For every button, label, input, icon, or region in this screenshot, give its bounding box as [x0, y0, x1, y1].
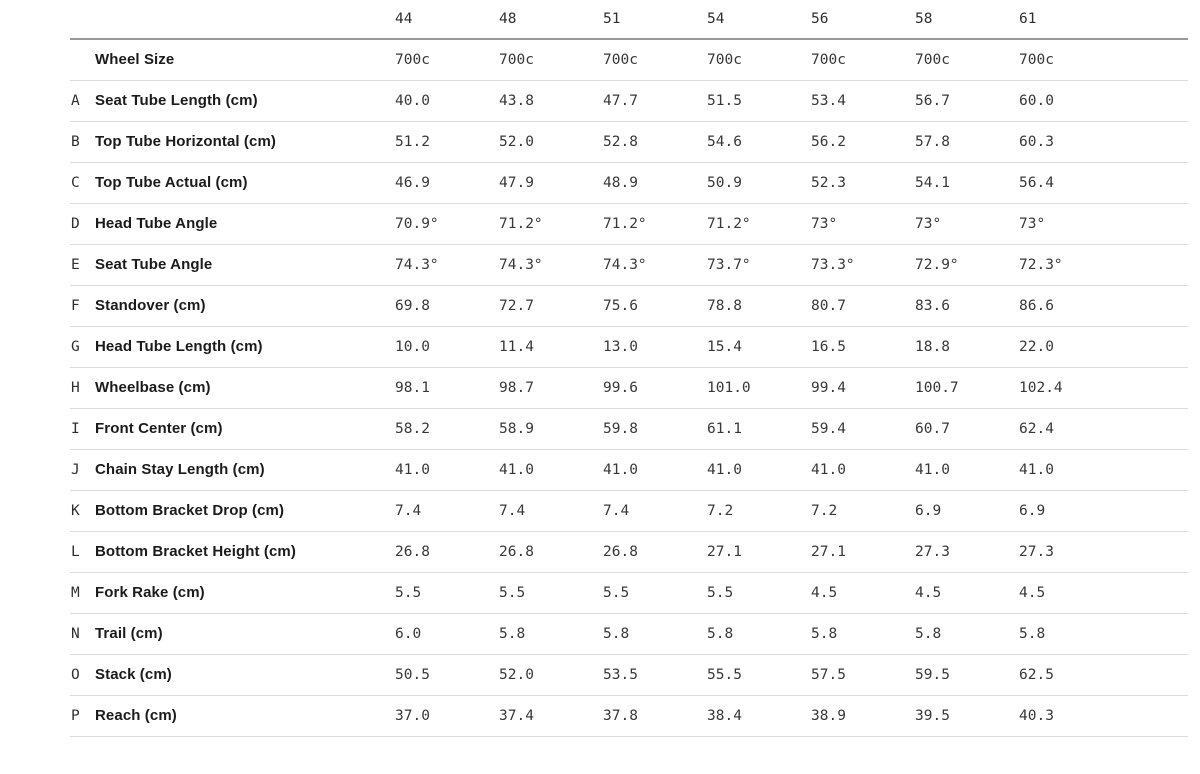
- value-cell: 5.8: [915, 613, 1019, 654]
- table-row: [70, 695, 1188, 736]
- value-cell: 73.7°: [707, 244, 811, 285]
- value-cell: 73.3°: [811, 244, 915, 285]
- row-label: Chain Stay Length (cm): [95, 449, 395, 490]
- value-cell: 99.4: [811, 367, 915, 408]
- value-cell: 5.8: [499, 613, 603, 654]
- value-cell: 46.9: [395, 162, 499, 203]
- value-cell: 71.2°: [707, 203, 811, 244]
- value-cell: 40.3: [1019, 695, 1188, 736]
- value-cell: 18.8: [915, 326, 1019, 367]
- value-cell: 5.5: [707, 572, 811, 613]
- value-cell: 38.4: [707, 695, 811, 736]
- row-letter: [70, 39, 95, 80]
- value-cell: 10.0: [395, 326, 499, 367]
- value-cell: 700c: [395, 39, 499, 80]
- value-cell: 51.2: [395, 121, 499, 162]
- geometry-table: [70, 0, 1188, 737]
- row-label: Reach (cm): [95, 695, 395, 736]
- value-cell: 59.8: [603, 408, 707, 449]
- row-label: Seat Tube Length (cm): [95, 80, 395, 121]
- header-letter-spacer: [70, 0, 95, 39]
- row-label: Stack (cm): [95, 654, 395, 695]
- row-label: Fork Rake (cm): [95, 572, 395, 613]
- value-cell: 16.5: [811, 326, 915, 367]
- value-cell: 5.5: [499, 572, 603, 613]
- value-cell: 41.0: [499, 449, 603, 490]
- table-row: [70, 613, 1188, 654]
- size-header-48: 48: [499, 0, 603, 39]
- value-cell: 700c: [1019, 39, 1188, 80]
- value-cell: 50.9: [707, 162, 811, 203]
- row-label: Trail (cm): [95, 613, 395, 654]
- size-header-44: 44: [395, 0, 499, 39]
- value-cell: 73°: [915, 203, 1019, 244]
- size-header-54: 54: [707, 0, 811, 39]
- value-cell: 700c: [499, 39, 603, 80]
- value-cell: 5.8: [603, 613, 707, 654]
- value-cell: 7.4: [395, 490, 499, 531]
- table-row: [70, 449, 1188, 490]
- value-cell: 72.7: [499, 285, 603, 326]
- value-cell: 86.6: [1019, 285, 1188, 326]
- table-row: [70, 244, 1188, 285]
- value-cell: 70.9°: [395, 203, 499, 244]
- value-cell: 37.0: [395, 695, 499, 736]
- value-cell: 26.8: [499, 531, 603, 572]
- value-cell: 6.0: [395, 613, 499, 654]
- value-cell: 38.9: [811, 695, 915, 736]
- table-row: [70, 531, 1188, 572]
- row-label: Bottom Bracket Drop (cm): [95, 490, 395, 531]
- value-cell: 53.5: [603, 654, 707, 695]
- row-label: Wheel Size: [95, 39, 395, 80]
- value-cell: 700c: [707, 39, 811, 80]
- row-label: Top Tube Actual (cm): [95, 162, 395, 203]
- size-header-58: 58: [915, 0, 1019, 39]
- row-letter: B: [70, 121, 95, 162]
- value-cell: 74.3°: [603, 244, 707, 285]
- value-cell: 56.7: [915, 80, 1019, 121]
- row-letter: E: [70, 244, 95, 285]
- value-cell: 52.0: [499, 654, 603, 695]
- value-cell: 48.9: [603, 162, 707, 203]
- value-cell: 52.8: [603, 121, 707, 162]
- table-row: [70, 162, 1188, 203]
- value-cell: 4.5: [915, 572, 1019, 613]
- value-cell: 59.5: [915, 654, 1019, 695]
- value-cell: 57.5: [811, 654, 915, 695]
- value-cell: 6.9: [1019, 490, 1188, 531]
- value-cell: 47.9: [499, 162, 603, 203]
- row-letter: D: [70, 203, 95, 244]
- row-label: Bottom Bracket Height (cm): [95, 531, 395, 572]
- table-row: [70, 490, 1188, 531]
- value-cell: 5.5: [395, 572, 499, 613]
- value-cell: 27.3: [1019, 531, 1188, 572]
- value-cell: 52.0: [499, 121, 603, 162]
- value-cell: 6.9: [915, 490, 1019, 531]
- value-cell: 41.0: [811, 449, 915, 490]
- value-cell: 72.9°: [915, 244, 1019, 285]
- value-cell: 50.5: [395, 654, 499, 695]
- value-cell: 11.4: [499, 326, 603, 367]
- value-cell: 53.4: [811, 80, 915, 121]
- table-row: [70, 39, 1188, 80]
- value-cell: 5.5: [603, 572, 707, 613]
- table-row: [70, 572, 1188, 613]
- value-cell: 60.7: [915, 408, 1019, 449]
- value-cell: 43.8: [499, 80, 603, 121]
- header-label-spacer: [95, 0, 395, 39]
- value-cell: 47.7: [603, 80, 707, 121]
- value-cell: 69.8: [395, 285, 499, 326]
- row-letter: J: [70, 449, 95, 490]
- value-cell: 41.0: [395, 449, 499, 490]
- value-cell: 54.6: [707, 121, 811, 162]
- row-letter: H: [70, 367, 95, 408]
- row-label: Head Tube Length (cm): [95, 326, 395, 367]
- table-row: [70, 203, 1188, 244]
- value-cell: 59.4: [811, 408, 915, 449]
- value-cell: 80.7: [811, 285, 915, 326]
- row-label: Front Center (cm): [95, 408, 395, 449]
- value-cell: 101.0: [707, 367, 811, 408]
- row-letter: K: [70, 490, 95, 531]
- value-cell: 60.0: [1019, 80, 1188, 121]
- value-cell: 13.0: [603, 326, 707, 367]
- row-letter: M: [70, 572, 95, 613]
- value-cell: 54.1: [915, 162, 1019, 203]
- value-cell: 99.6: [603, 367, 707, 408]
- value-cell: 27.1: [707, 531, 811, 572]
- value-cell: 37.8: [603, 695, 707, 736]
- value-cell: 58.9: [499, 408, 603, 449]
- value-cell: 4.5: [811, 572, 915, 613]
- value-cell: 61.1: [707, 408, 811, 449]
- value-cell: 15.4: [707, 326, 811, 367]
- value-cell: 26.8: [603, 531, 707, 572]
- value-cell: 51.5: [707, 80, 811, 121]
- value-cell: 58.2: [395, 408, 499, 449]
- row-letter: I: [70, 408, 95, 449]
- value-cell: 52.3: [811, 162, 915, 203]
- size-header-56: 56: [811, 0, 915, 39]
- row-letter: O: [70, 654, 95, 695]
- value-cell: 41.0: [603, 449, 707, 490]
- row-label: Head Tube Angle: [95, 203, 395, 244]
- value-cell: 73°: [811, 203, 915, 244]
- value-cell: 56.4: [1019, 162, 1188, 203]
- value-cell: 74.3°: [499, 244, 603, 285]
- row-letter: L: [70, 531, 95, 572]
- value-cell: 56.2: [811, 121, 915, 162]
- value-cell: 75.6: [603, 285, 707, 326]
- row-letter: C: [70, 162, 95, 203]
- value-cell: 71.2°: [603, 203, 707, 244]
- value-cell: 27.1: [811, 531, 915, 572]
- value-cell: 55.5: [707, 654, 811, 695]
- row-letter: P: [70, 695, 95, 736]
- value-cell: 7.4: [603, 490, 707, 531]
- value-cell: 71.2°: [499, 203, 603, 244]
- value-cell: 57.8: [915, 121, 1019, 162]
- size-header-51: 51: [603, 0, 707, 39]
- size-header-row: [70, 0, 1188, 39]
- table-row: [70, 285, 1188, 326]
- value-cell: 98.1: [395, 367, 499, 408]
- value-cell: 74.3°: [395, 244, 499, 285]
- value-cell: 4.5: [1019, 572, 1188, 613]
- value-cell: 5.8: [707, 613, 811, 654]
- value-cell: 73°: [1019, 203, 1188, 244]
- value-cell: 5.8: [811, 613, 915, 654]
- value-cell: 39.5: [915, 695, 1019, 736]
- row-label: Wheelbase (cm): [95, 367, 395, 408]
- table-row: [70, 121, 1188, 162]
- row-label: Seat Tube Angle: [95, 244, 395, 285]
- row-label: Top Tube Horizontal (cm): [95, 121, 395, 162]
- value-cell: 98.7: [499, 367, 603, 408]
- row-letter: G: [70, 326, 95, 367]
- value-cell: 7.4: [499, 490, 603, 531]
- value-cell: 41.0: [1019, 449, 1188, 490]
- value-cell: 5.8: [1019, 613, 1188, 654]
- table-row: [70, 326, 1188, 367]
- value-cell: 26.8: [395, 531, 499, 572]
- value-cell: 41.0: [707, 449, 811, 490]
- value-cell: 78.8: [707, 285, 811, 326]
- value-cell: 100.7: [915, 367, 1019, 408]
- row-letter: F: [70, 285, 95, 326]
- value-cell: 37.4: [499, 695, 603, 736]
- value-cell: 41.0: [915, 449, 1019, 490]
- row-label: Standover (cm): [95, 285, 395, 326]
- table-row: [70, 367, 1188, 408]
- value-cell: 700c: [915, 39, 1019, 80]
- row-letter: N: [70, 613, 95, 654]
- table-row: [70, 80, 1188, 121]
- value-cell: 83.6: [915, 285, 1019, 326]
- value-cell: 27.3: [915, 531, 1019, 572]
- row-letter: A: [70, 80, 95, 121]
- value-cell: 60.3: [1019, 121, 1188, 162]
- value-cell: 40.0: [395, 80, 499, 121]
- table-row: [70, 654, 1188, 695]
- value-cell: 700c: [603, 39, 707, 80]
- table-row: [70, 408, 1188, 449]
- value-cell: 72.3°: [1019, 244, 1188, 285]
- value-cell: 62.4: [1019, 408, 1188, 449]
- value-cell: 700c: [811, 39, 915, 80]
- value-cell: 7.2: [707, 490, 811, 531]
- value-cell: 22.0: [1019, 326, 1188, 367]
- size-header-61: 61: [1019, 0, 1188, 39]
- value-cell: 62.5: [1019, 654, 1188, 695]
- value-cell: 7.2: [811, 490, 915, 531]
- value-cell: 102.4: [1019, 367, 1188, 408]
